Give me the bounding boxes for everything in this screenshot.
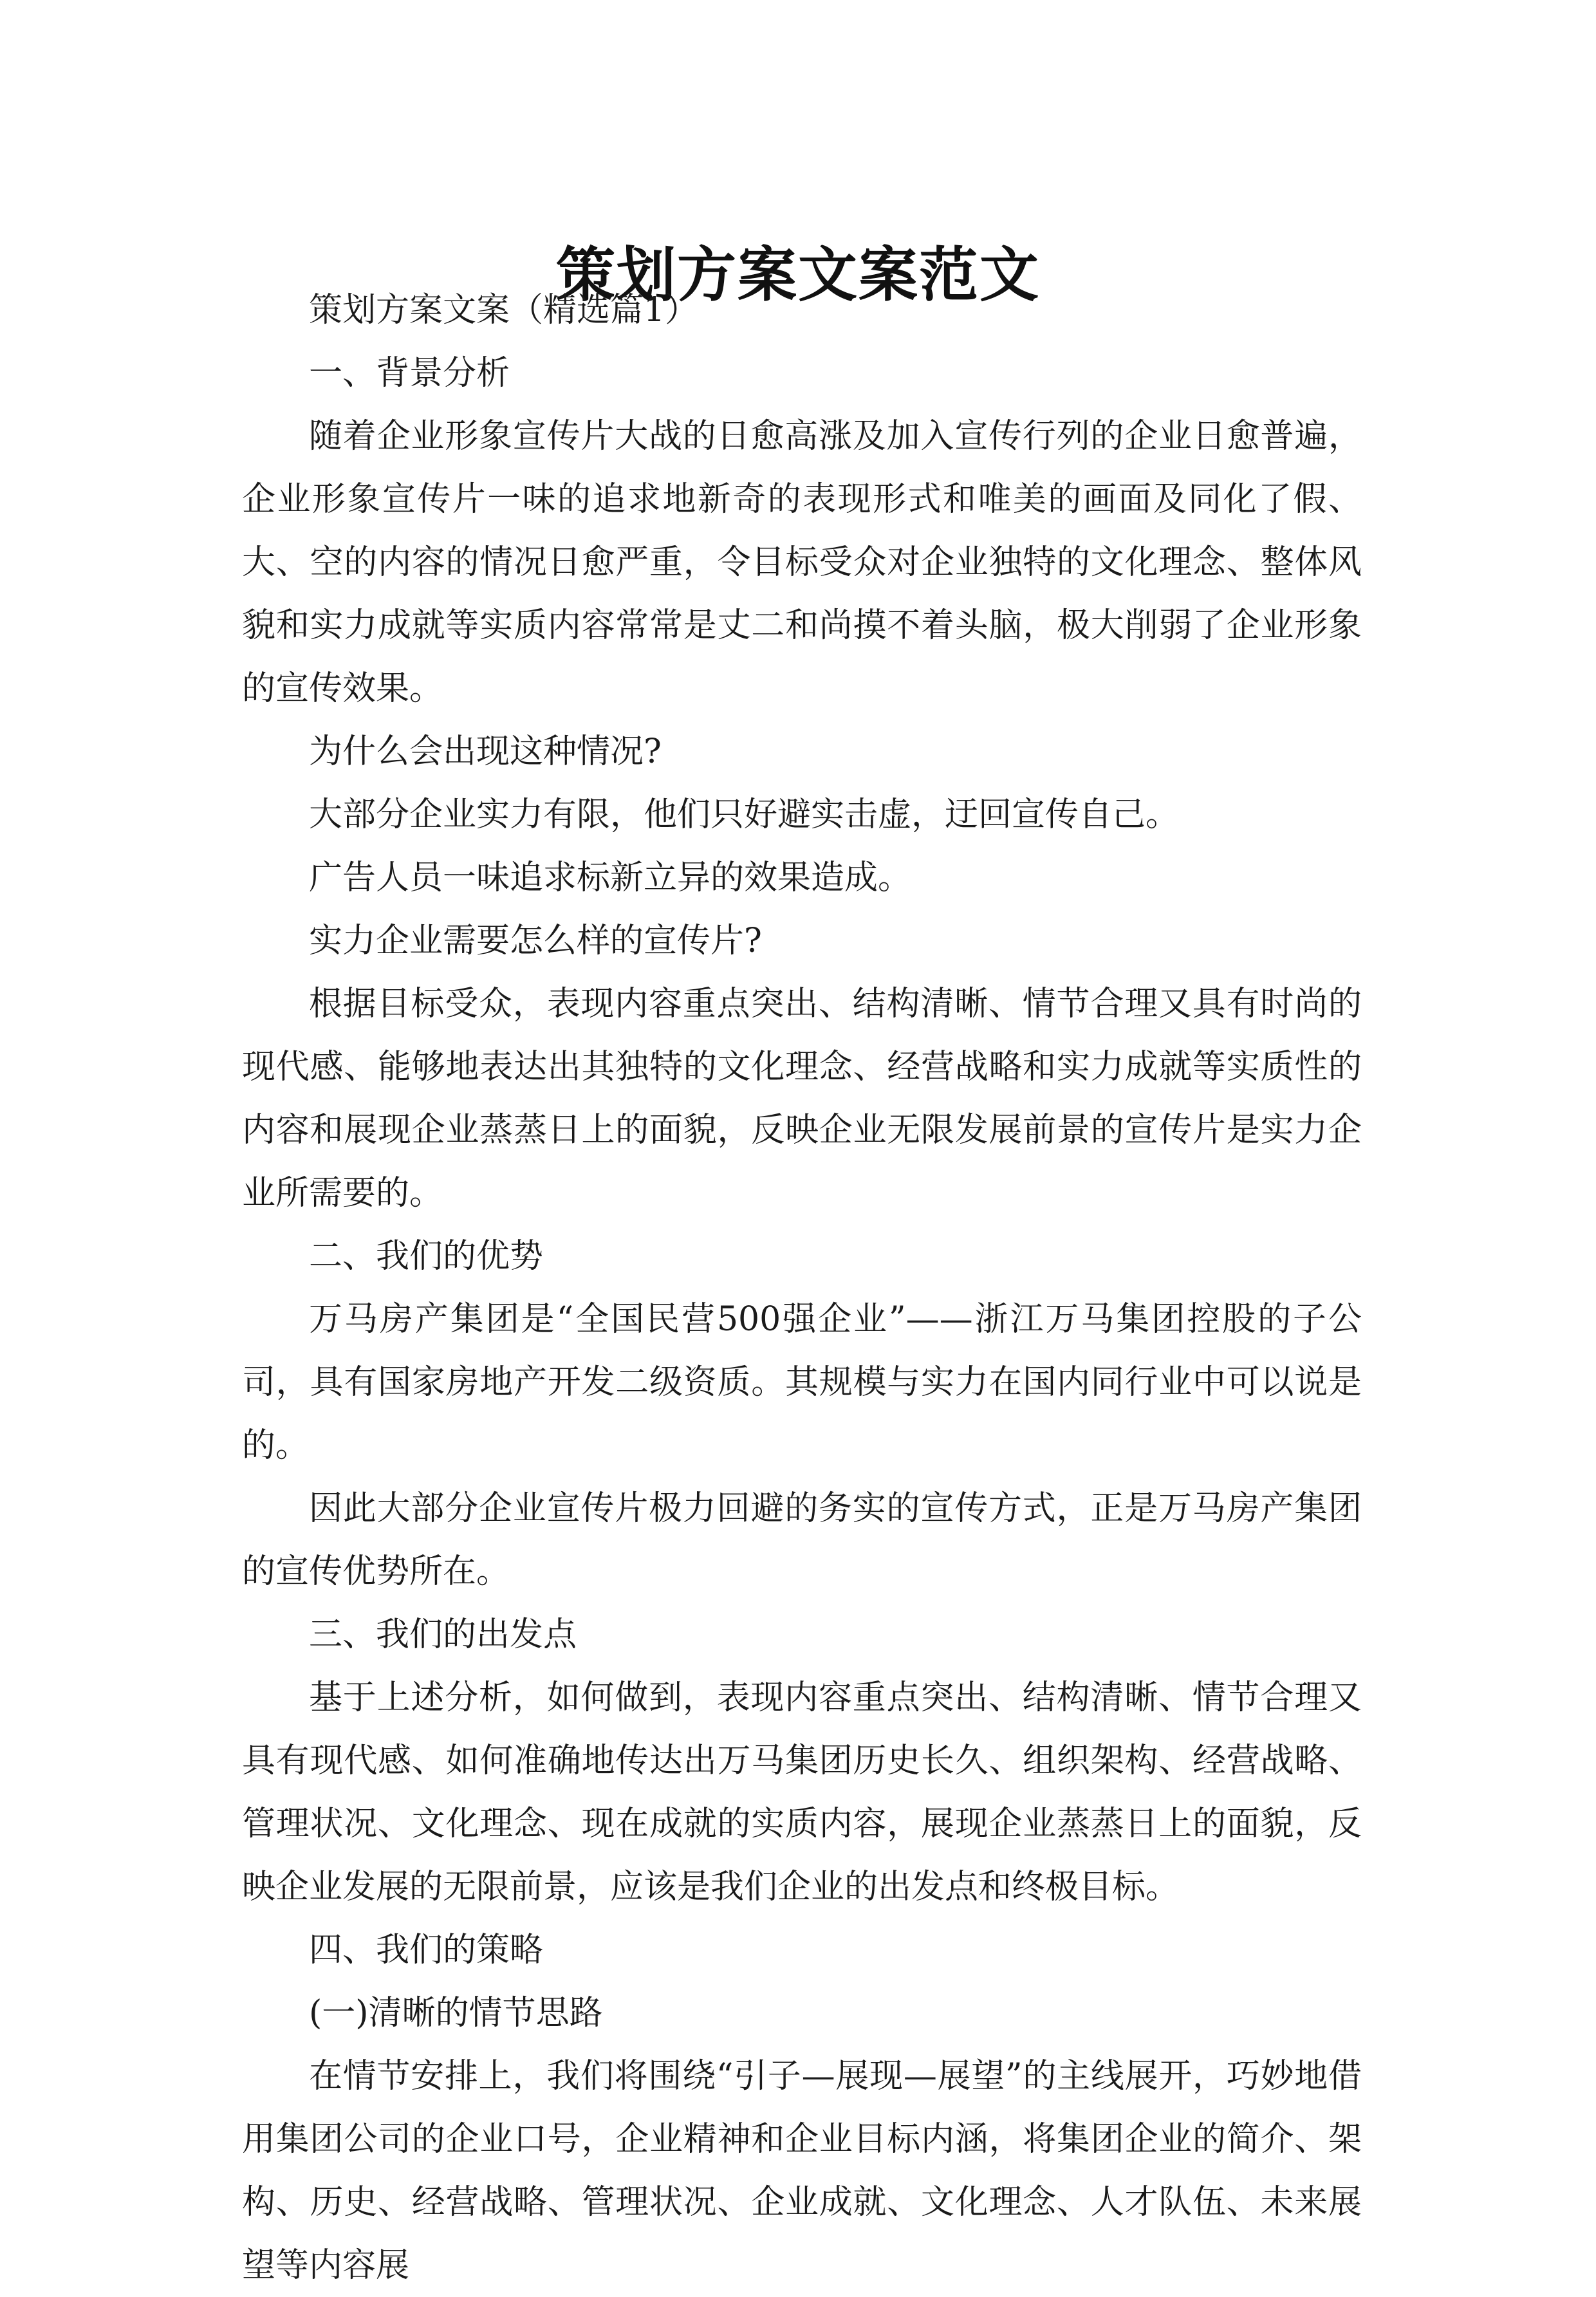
paragraph-question-why: 为什么会出现这种情况?	[309, 732, 662, 771]
paragraph-background-text: 随着企业形象宣传片大战的日愈高涨及加入宣传行列的企业日愈普遍，企业形象宣传片一味的追求地新奇的表现形式和唯美的画面及同化了假、大、空的内容的情况日愈严重，令目标受众对企业独特的文化理念、整体风貌和实力成就等实质内容常常是丈二和尚摸不着头脑，极大削弱了企业形象的宣传效果。	[242, 417, 1362, 708]
paragraph-plot-text: 在情节安排上，我们将围绕“引子—展现—展望”的主线展开，巧妙地借用集团公司的企业口号，企业精神和企业目标内涵，将集团企业的简介、架构、历史、经营战略、管理状况、企业成就、文化理念、人才队伍、未来展望等内容展	[242, 2057, 1362, 2285]
paragraph-heading-starting-point: 三、我们的出发点	[309, 1615, 577, 1654]
paragraph-question-what: 实力企业需要怎么样的宣传片?	[309, 922, 762, 960]
paragraph-subheading-plot: (一)清晰的情节思路	[309, 1994, 603, 2032]
paragraph-advantage-text-2: 因此大部分企业宣传片极力回避的务实的宣传方式，正是万马房产集团的宣传优势所在。	[242, 1489, 1362, 1591]
document-body	[242, 279, 1362, 2297]
paragraph-heading-advantage: 二、我们的优势	[309, 1237, 544, 1276]
paragraph-advantage-text: 万马房产集团是“全国民营500强企业”——浙江万马集团控股的子公司，具有国家房地产开发二级资质。其规模与实力在国内同行业中可以说是的。	[242, 1300, 1362, 1465]
paragraph-answer-text: 根据目标受众，表现内容重点突出、结构清晰、情节合理又具有时尚的现代感、能够地表达出其独特的文化理念、经营战略和实力成就等实质性的内容和展现企业蒸蒸日上的面貌，反映企业无限发展前景的宣传片是实力企业所需要的。	[242, 985, 1362, 1213]
paragraph-heading-strategy: 四、我们的策略	[309, 1931, 544, 1969]
paragraph-section-heading: 策划方案文案（精选篇1）	[309, 291, 699, 330]
paragraph-reason-2: 广告人员一味追求标新立异的效果造成。	[309, 859, 912, 897]
document-title: 策划方案文案范文	[555, 239, 1040, 310]
paragraph-starting-point-text: 基于上述分析，如何做到，表现内容重点突出、结构清晰、情节合理又具有现代感、如何准确地传达出万马集团历史长久、组织架构、经营战略、管理状况、文化理念、现在成就的实质内容，展现企业蒸蒸日上的面貌，反映企业发展的无限前景，应该是我们企业的出发点和终极目标。	[242, 1679, 1362, 1906]
paragraph-heading-background: 一、背景分析	[309, 354, 510, 393]
paragraph-reason-1: 大部分企业实力有限，他们只好避实击虚，迂回宣传自己。	[309, 795, 1180, 834]
